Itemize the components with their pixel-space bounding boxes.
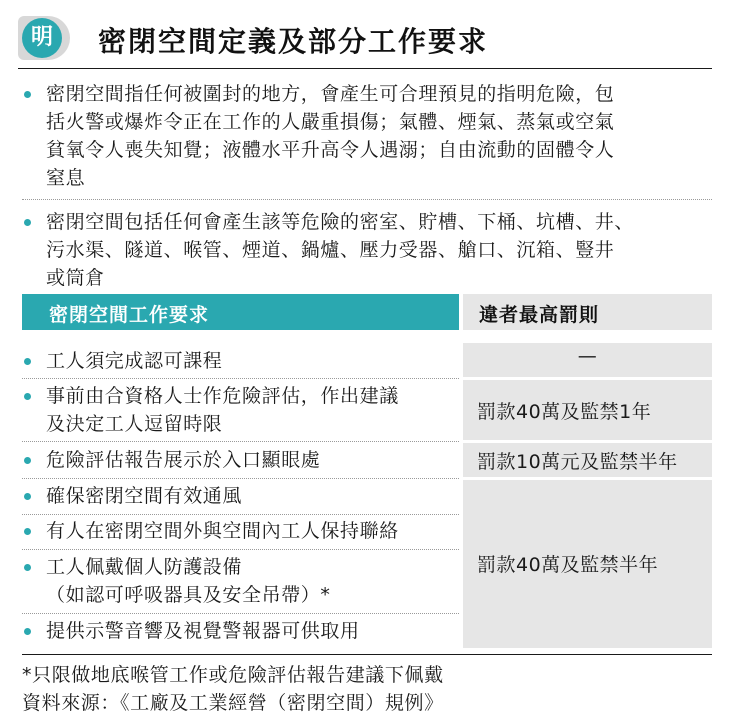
footnote: *只限做地底喉管工作或危險評估報告建議下佩戴 (22, 664, 444, 686)
footer-rule (22, 654, 712, 655)
table-row (24, 553, 456, 609)
table-row (24, 446, 456, 474)
row-divider (22, 613, 459, 614)
ming-logo-icon: 明 (22, 18, 62, 58)
row-divider (22, 441, 459, 442)
penalty-cell (463, 343, 712, 377)
examples-line-3: 或筒倉 (46, 267, 105, 289)
requirement-text: 提供示警音響及視覺警報器可供取用 (46, 620, 360, 642)
definition-line-4: 窒息 (46, 167, 86, 189)
examples-line-1: 密閉空間包括任何會產生該等危險的密室、貯槽、下桶、坑槽、井、 (46, 211, 635, 233)
table-header-penalty (463, 294, 712, 330)
page-title: 密閉空間定義及部分工作要求 (98, 25, 489, 58)
definition-line-3: 貧氧令人喪失知覺；液體水平升高令人遇溺；自由流動的固體令人 (46, 139, 615, 161)
table-row (24, 482, 456, 510)
divider (22, 199, 712, 200)
row-divider (22, 378, 459, 379)
bullet-dot-icon (24, 219, 31, 226)
row-divider (22, 549, 459, 550)
ming-badge (18, 16, 88, 60)
requirement-text: 危險評估報告展示於入口顯眼處 (46, 449, 321, 471)
bullet-dot-icon (24, 564, 31, 571)
penalty-cell (463, 480, 712, 648)
requirement-text-cont: 及決定工人逗留時限 (46, 413, 223, 435)
penalty-none: — (577, 345, 598, 367)
penalty-text: 罰款10萬元及監禁半年 (477, 451, 678, 473)
requirement-text: 事前由合資格人士作危險評估，作出建議 (46, 385, 399, 407)
definition-bullet (24, 80, 714, 192)
definition-line-1: 密閉空間指任何被圍封的地方，會產生可合理預見的指明危險，包 (46, 83, 615, 105)
row-divider (22, 478, 459, 479)
source-note: 資料來源：《工廠及工業經營（密閉空間）規例》 (22, 692, 444, 714)
bullet-dot-icon (24, 457, 31, 464)
bullet-dot-icon (24, 628, 31, 635)
penalty-cell (463, 443, 712, 477)
penalty-cell (463, 380, 712, 440)
header (18, 14, 712, 69)
examples-bullet (24, 208, 714, 292)
definition-line-2: 括火警或爆炸令正在工作的人嚴重損傷；氣體、煙氣、蒸氣或空氣 (46, 111, 615, 133)
column-header-penalty: 違者最高罰則 (479, 304, 600, 326)
requirement-text-cont: （如認可呼吸器具及安全吊帶）* (46, 584, 331, 606)
table-row (24, 382, 456, 438)
table-header-requirement (22, 294, 459, 330)
column-header-requirement: 密閉空間工作要求 (49, 304, 210, 326)
table-row (24, 617, 456, 645)
table-row (24, 347, 456, 375)
bullet-dot-icon (24, 528, 31, 535)
penalty-text: 罰款40萬及監禁半年 (477, 554, 659, 576)
table-row (24, 517, 456, 545)
bullet-dot-icon (24, 91, 31, 98)
bullet-dot-icon (24, 493, 31, 500)
requirement-text: 工人佩戴個人防護設備 (46, 556, 243, 578)
requirement-text: 確保密閉空間有效通風 (46, 485, 243, 507)
bullet-dot-icon (24, 393, 31, 400)
bullet-dot-icon (24, 358, 31, 365)
penalty-text: 罰款40萬及監禁1年 (477, 401, 652, 423)
row-divider (22, 514, 459, 515)
requirement-text: 工人須完成認可課程 (46, 350, 223, 372)
examples-line-2: 污水渠、隧道、喉管、煙道、鍋爐、壓力受器、艙口、沉箱、豎井 (46, 239, 615, 261)
requirement-text: 有人在密閉空間外與空間內工人保持聯絡 (46, 520, 399, 542)
